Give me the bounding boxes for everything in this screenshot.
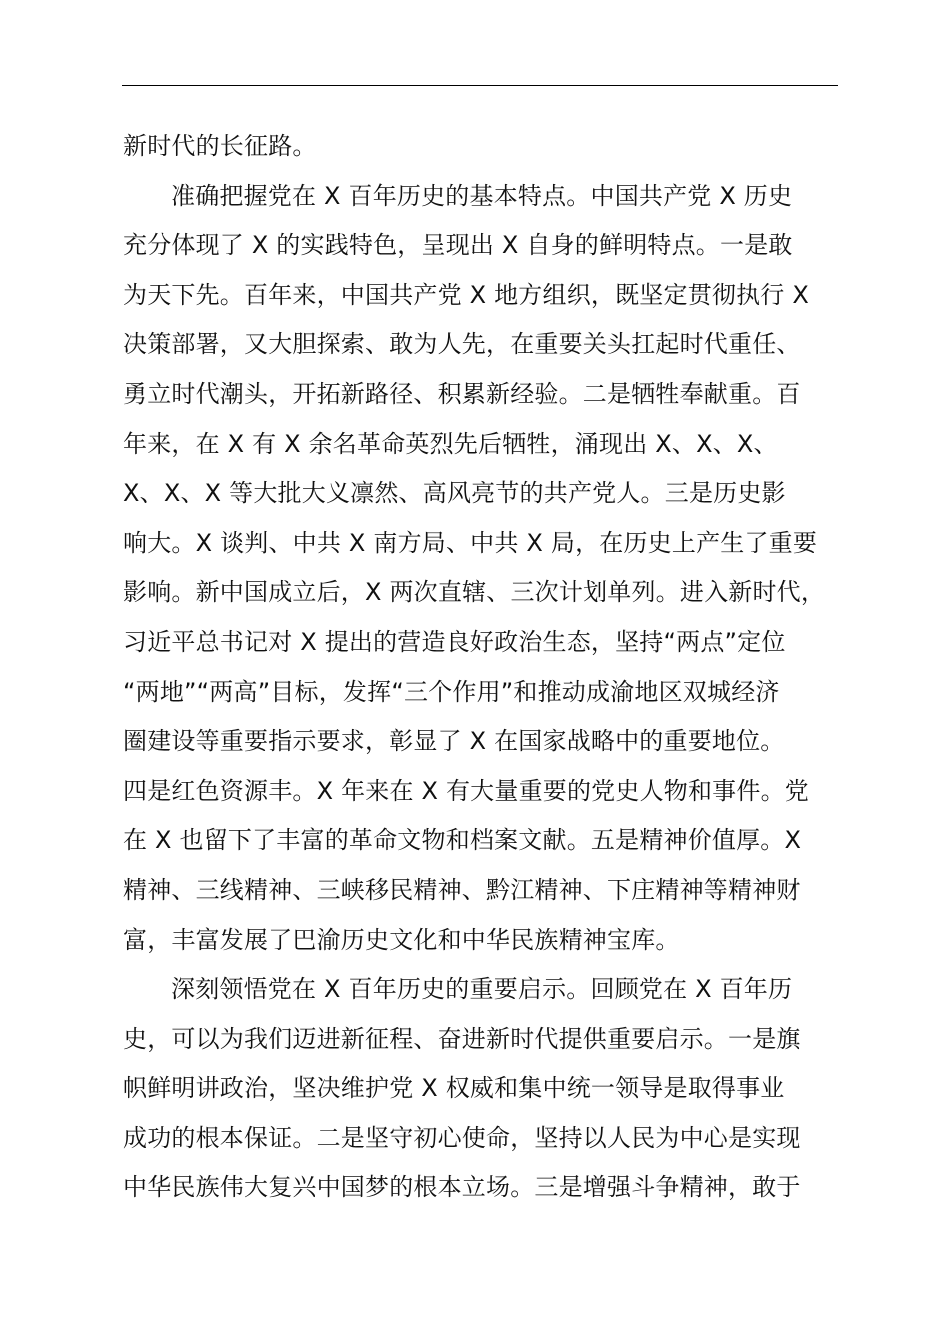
text-line-4: 为天下先。百年来，中国共产党 X 地方组织，既坚定贯彻执行 X	[123, 280, 809, 309]
text-line-12: “两地”“两高”目标，发挥“三个作用”和推动成渝地区双城经济	[123, 677, 780, 706]
text-line-6: 勇立时代潮头，开拓新路径、积累新经验。二是牺牲奉献重。百	[123, 379, 801, 408]
text-line-7: 年来，在 X 有 X 余名革命英烈先后牺牲，涌现出 X、X、X、	[123, 429, 778, 458]
text-line-13: 圈建设等重要指示要求，彰显了 X 在国家战略中的重要地位。	[123, 727, 785, 756]
document-body	[123, 122, 839, 1213]
text-line-9: 响大。X 谈判、中共 X 南方局、中共 X 局，在历史上产生了重要	[123, 528, 818, 557]
text-line-20: 帜鲜明讲政治，坚决维护党 X 权威和集中统一领导是取得事业	[123, 1074, 785, 1103]
text-line-11: 习近平总书记对 X 提出的营造良好政治生态，坚持“两点”定位	[123, 627, 786, 656]
text-line-17: 富，丰富发展了巴渝历史文化和中华民族精神宝库。	[123, 925, 680, 954]
text-line-21: 成功的根本保证。二是坚守初心使命，坚持以人民为中心是实现	[123, 1123, 801, 1152]
text-line-10: 影响。新中国成立后，X 两次直辖、三次计划单列。进入新时代，	[123, 578, 826, 607]
text-line-19: 史，可以为我们迈进新征程、奋进新时代提供重要启示。一是旗	[123, 1024, 801, 1053]
text-line-15: 在 X 也留下了丰富的革命文物和档案文献。五是精神价值厚。X	[123, 826, 802, 855]
text-line-16: 精神、三线精神、三峡移民精神、黔江精神、下庄精神等精神财	[123, 875, 801, 904]
text-line-1: 新时代的长征路。	[123, 132, 317, 160]
text-line-8: X、X、X 等大批大义凛然、高风亮节的共产党人。三是历史影	[123, 479, 786, 508]
text-line-3: 充分体现了 X 的实践特色，呈现出 X 自身的鲜明特点。一是敢	[123, 231, 793, 260]
text-line-22: 中华民族伟大复兴中国梦的根本立场。三是增强斗争精神，敢于	[123, 1173, 801, 1202]
header-rule	[122, 85, 838, 86]
text-line-5: 决策部署，又大胆探索、敢为人先，在重要关头扛起时代重任、	[123, 330, 801, 359]
text-line-14: 四是红色资源丰。X 年来在 X 有大量重要的党史人物和事件。党	[123, 776, 809, 805]
text-line-2: 准确把握党在 X 百年历史的基本特点。中国共产党 X 历史	[171, 181, 793, 210]
text-line-18: 深刻领悟党在 X 百年历史的重要启示。回顾党在 X 百年历	[171, 975, 793, 1004]
